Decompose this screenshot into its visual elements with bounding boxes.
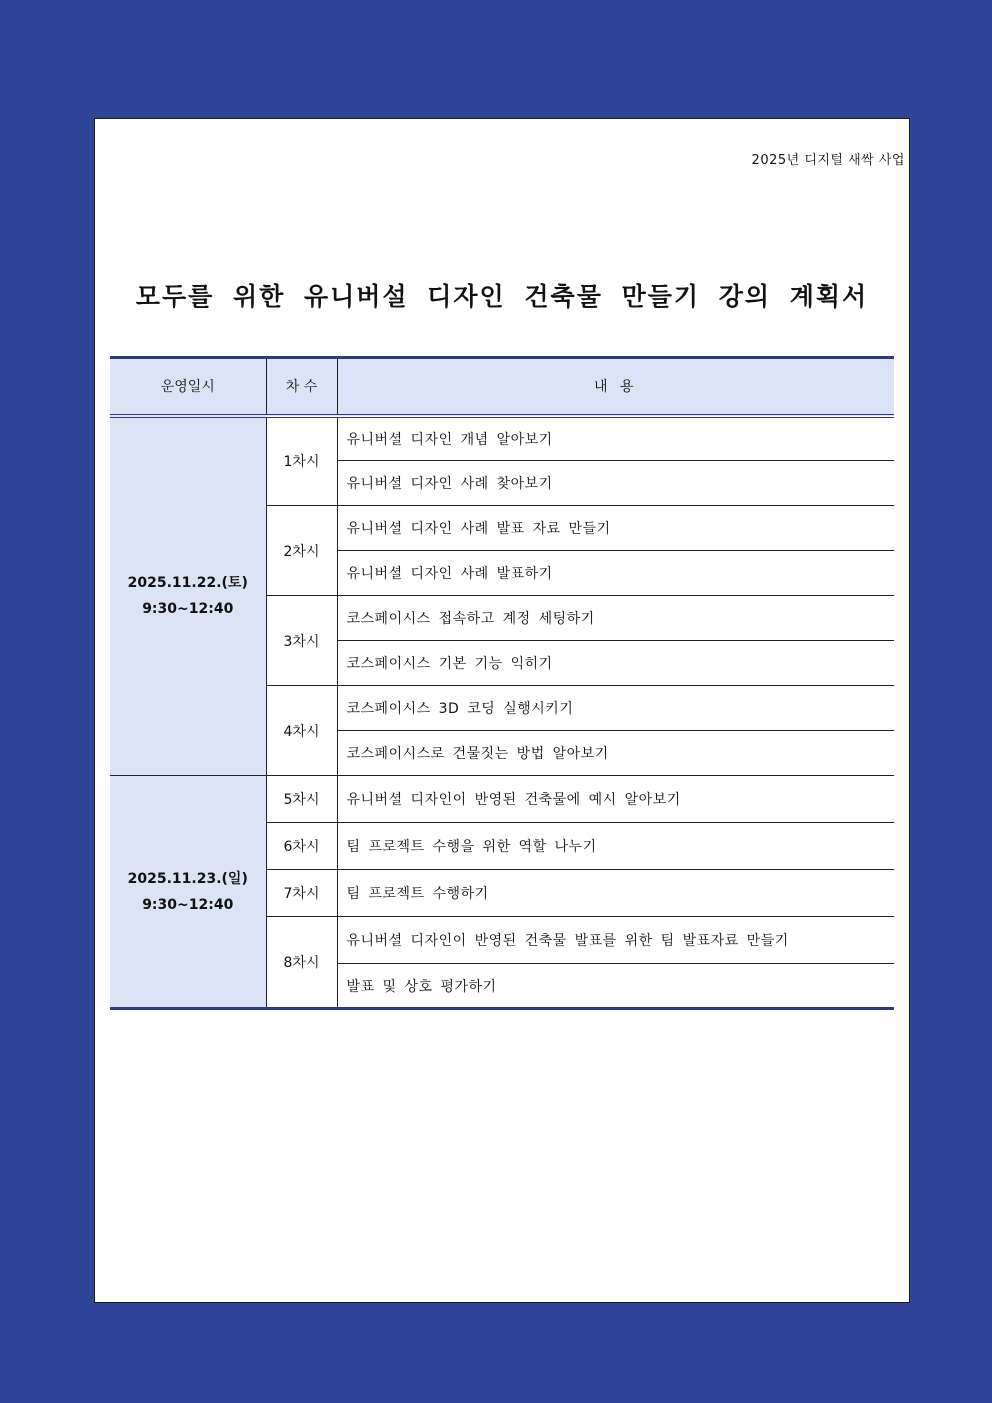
document-title: 모두를 위한 유니버설 디자인 건축물 만들기 강의 계획서	[135, 282, 869, 311]
session-label: 2차시	[266, 506, 337, 596]
lecture-plan-table	[110, 356, 894, 1010]
content-item: 발표 및 상호 평가하기	[337, 964, 894, 1009]
session-label: 8차시	[266, 917, 337, 1009]
content-item: 유니버셜 디자인이 반영된 건축물 발표를 위한 팀 발표자료 만들기	[337, 917, 894, 964]
table-header-row	[110, 358, 894, 416]
time-text: 9:30~12:40	[142, 601, 234, 618]
content-item: 유니버셜 디자인 사례 찾아보기	[337, 461, 894, 506]
document-page	[94, 118, 910, 1303]
content-item: 코스페이시스로 건물짓는 방법 알아보기	[337, 731, 894, 776]
header-note: 2025년 디지털 새싹 사업	[751, 153, 905, 168]
content-item: 코스페이시스 기본 기능 익히기	[337, 641, 894, 686]
date-cell-day2	[110, 776, 266, 1009]
date-cell-day1	[110, 416, 266, 776]
content-item: 유니버셜 디자인 사례 발표 자료 만들기	[337, 506, 894, 551]
content-item: 유니버셜 디자인 사례 발표하기	[337, 551, 894, 596]
session-label: 3차시	[266, 596, 337, 686]
content-item: 유니버셜 디자인 개념 알아보기	[337, 416, 894, 461]
date-text: 2025.11.22.(토)	[127, 575, 248, 592]
content-item: 유니버셜 디자인이 반영된 건축물에 예시 알아보기	[337, 776, 894, 823]
content-item: 팀 프로젝트 수행을 위한 역할 나누기	[337, 823, 894, 870]
session-label: 7차시	[266, 870, 337, 917]
date-text: 2025.11.23.(일)	[127, 870, 248, 887]
session-label: 5차시	[266, 776, 337, 823]
session-label: 1차시	[266, 416, 337, 506]
header-content: 내 용	[337, 358, 894, 416]
header-date: 운영일시	[110, 358, 266, 416]
content-item: 팀 프로젝트 수행하기	[337, 870, 894, 917]
table-row	[110, 416, 894, 461]
content-item: 코스페이시스 접속하고 계정 세팅하기	[337, 596, 894, 641]
content-item: 코스페이시스 3D 코딩 실행시키기	[337, 686, 894, 731]
session-label: 4차시	[266, 686, 337, 776]
table-row	[110, 776, 894, 823]
session-label: 6차시	[266, 823, 337, 870]
header-session: 차 수	[266, 358, 337, 416]
time-text: 9:30~12:40	[142, 896, 234, 913]
